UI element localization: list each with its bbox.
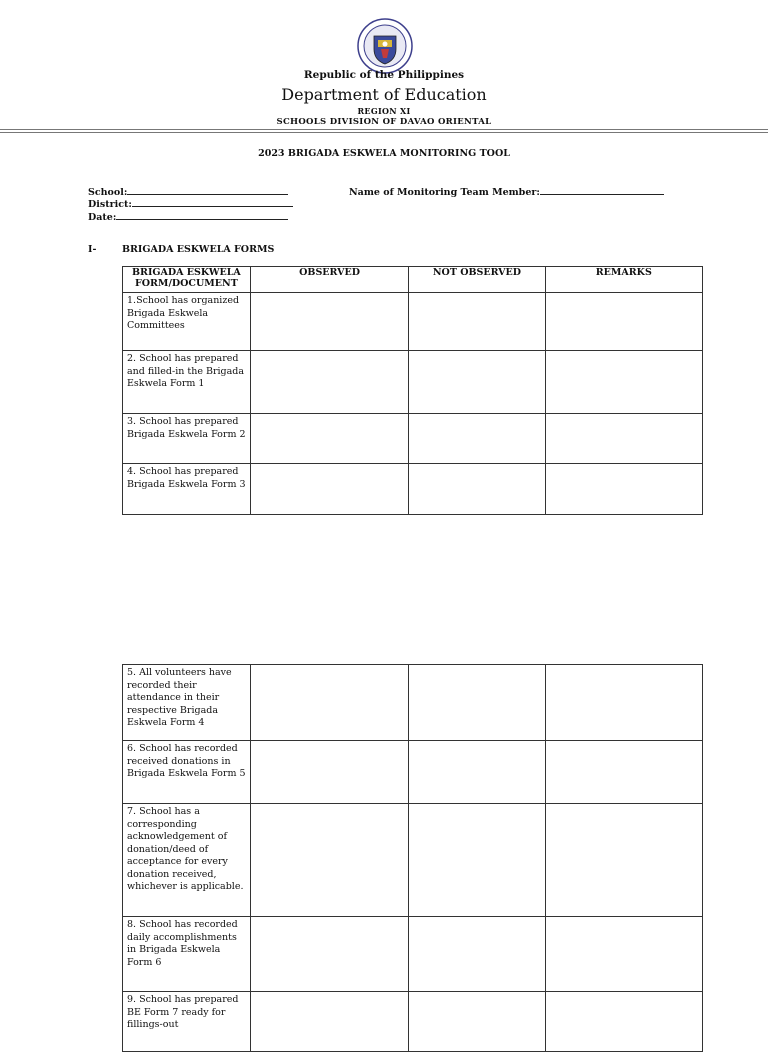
row-item-label: 2. School has prepared and filled-in the Brigada Eskwela Form 1 <box>123 351 251 414</box>
forms-table-page1 <box>122 266 703 515</box>
header-observed: OBSERVED <box>250 267 408 293</box>
table-row <box>123 917 703 992</box>
table-row <box>123 414 703 464</box>
not-observed-cell[interactable] <box>409 741 545 804</box>
not-observed-cell[interactable] <box>409 293 545 351</box>
not-observed-cell[interactable] <box>409 414 545 464</box>
not-observed-cell[interactable] <box>409 804 545 917</box>
observed-cell[interactable] <box>250 351 408 414</box>
republic-label: Republic of the Philippines <box>303 69 465 81</box>
remarks-cell[interactable] <box>545 293 702 351</box>
deped-seal-icon <box>357 18 413 74</box>
district-label: District: <box>88 199 132 210</box>
table-row <box>123 741 703 804</box>
team-member-blank[interactable] <box>540 186 664 195</box>
observed-cell[interactable] <box>250 917 408 992</box>
row-item-label: 4. School has prepared Brigada Eskwela Form 3 <box>123 464 251 515</box>
school-field[interactable] <box>88 186 288 198</box>
section-title: BRIGADA ESKWELA FORMS <box>122 244 275 255</box>
remarks-cell[interactable] <box>545 464 702 515</box>
not-observed-cell[interactable] <box>409 992 545 1052</box>
remarks-cell[interactable] <box>545 665 702 741</box>
row-item-label: 5. All volunteers have recorded their attendance in their respective Brigada Eskwela Form 4 <box>123 665 251 741</box>
row-item-label: 7. School has a corresponding acknowledgement of donation/deed of acceptance for every donation received, whichever is applicable. <box>123 804 251 917</box>
date-label: Date: <box>88 212 117 223</box>
observed-cell[interactable] <box>250 665 408 741</box>
remarks-cell[interactable] <box>545 992 702 1052</box>
remarks-cell[interactable] <box>545 351 702 414</box>
observed-cell[interactable] <box>250 741 408 804</box>
not-observed-cell[interactable] <box>409 665 545 741</box>
not-observed-cell[interactable] <box>409 464 545 515</box>
team-member-label: Name of Monitoring Team Member: <box>349 187 540 198</box>
remarks-cell[interactable] <box>545 804 702 917</box>
table-row <box>123 992 703 1052</box>
row-item-label: 8. School has recorded daily accomplishments in Brigada Eskwela Form 6 <box>123 917 251 992</box>
remarks-cell[interactable] <box>545 917 702 992</box>
remarks-cell[interactable] <box>545 741 702 804</box>
date-field[interactable] <box>88 211 288 223</box>
section-number: I- <box>88 244 97 255</box>
table-row <box>123 464 703 515</box>
district-field[interactable] <box>88 198 293 210</box>
row-item-label: 9. School has prepared BE Form 7 ready for fillings-out <box>123 992 251 1052</box>
school-blank[interactable] <box>127 186 288 195</box>
row-item-label: 6. School has recorded received donations in Brigada Eskwela Form 5 <box>123 741 251 804</box>
school-label: School: <box>88 187 128 198</box>
not-observed-cell[interactable] <box>409 917 545 992</box>
header-remarks: REMARKS <box>545 267 702 293</box>
not-observed-cell[interactable] <box>409 351 545 414</box>
document-title: 2023 BRIGADA ESKWELA MONITORING TOOL <box>258 148 510 159</box>
observed-cell[interactable] <box>250 992 408 1052</box>
department-title: Department of Education <box>281 85 487 104</box>
table-row <box>123 665 703 741</box>
remarks-cell[interactable] <box>545 414 702 464</box>
observed-cell[interactable] <box>250 804 408 917</box>
district-blank[interactable] <box>132 198 293 207</box>
header-divider-top <box>0 129 768 130</box>
table-row <box>123 351 703 414</box>
observed-cell[interactable] <box>250 464 408 515</box>
row-item-label: 3. School has prepared Brigada Eskwela Form 2 <box>123 414 251 464</box>
header-not-observed: NOT OBSERVED <box>409 267 545 293</box>
observed-cell[interactable] <box>250 293 408 351</box>
header-divider-bottom <box>0 132 768 133</box>
date-blank[interactable] <box>116 211 288 220</box>
table-row <box>123 804 703 917</box>
row-item-label: 1.School has organized Brigada Eskwela Committees <box>123 293 251 351</box>
table-header-row <box>123 267 703 293</box>
observed-cell[interactable] <box>250 414 408 464</box>
region-label: REGION XI <box>357 106 411 116</box>
forms-table-page2 <box>122 664 703 1052</box>
table-row <box>123 293 703 351</box>
team-member-field[interactable] <box>349 186 664 198</box>
division-label: SCHOOLS DIVISION OF DAVAO ORIENTAL <box>276 117 492 127</box>
header-form-document: BRIGADA ESKWELA FORM/DOCUMENT <box>123 267 251 293</box>
